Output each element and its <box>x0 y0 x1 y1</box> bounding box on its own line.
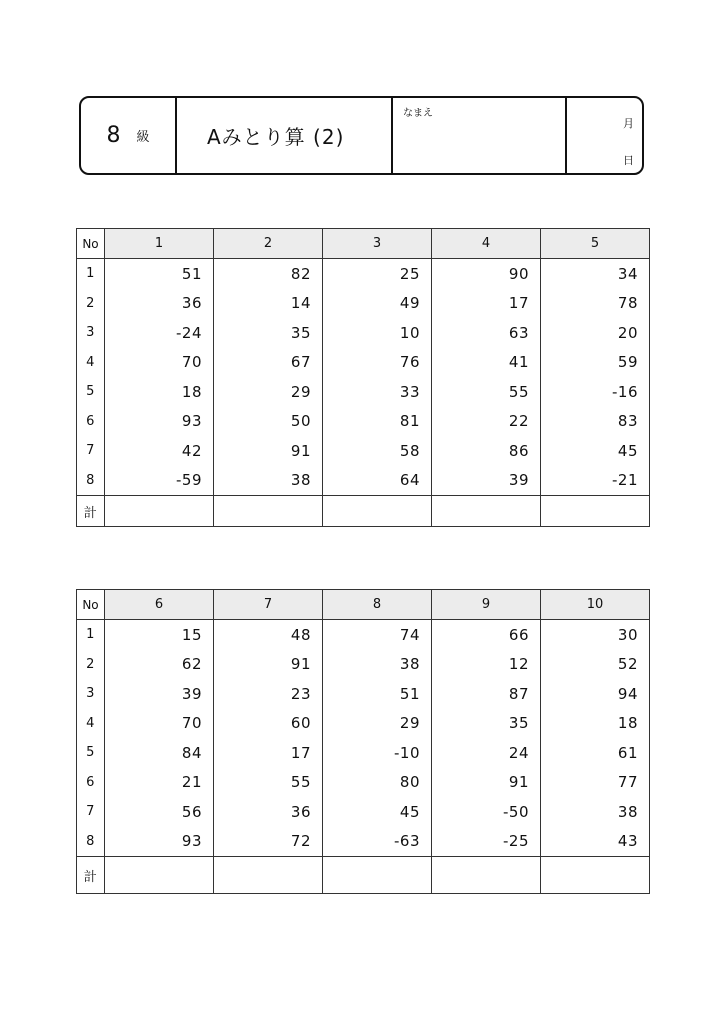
problem-header: 8 <box>323 590 432 620</box>
number-cell: 64 <box>323 466 432 496</box>
answer-cell[interactable] <box>323 857 432 894</box>
number-cell: 39 <box>105 679 214 709</box>
table-row <box>77 436 650 466</box>
number-cell: 86 <box>432 436 541 466</box>
table-row <box>77 289 650 319</box>
number-cell: 21 <box>105 768 214 798</box>
table-row <box>77 738 650 768</box>
number-cell: 29 <box>214 377 323 407</box>
answer-cell[interactable] <box>105 857 214 894</box>
table-row <box>77 650 650 680</box>
row-number: 4 <box>77 348 105 378</box>
number-cell: 14 <box>214 289 323 319</box>
number-cell: -50 <box>432 797 541 827</box>
number-cell: 83 <box>541 407 650 437</box>
table-row <box>77 768 650 798</box>
problem-table-2 <box>76 589 650 894</box>
number-cell: 43 <box>541 827 650 857</box>
number-cell: 33 <box>323 377 432 407</box>
problem-header: 5 <box>541 229 650 259</box>
number-cell: 15 <box>105 620 214 650</box>
number-cell: 42 <box>105 436 214 466</box>
answer-cell[interactable] <box>432 496 541 527</box>
table-row <box>77 318 650 348</box>
number-cell: 10 <box>323 318 432 348</box>
number-cell: 81 <box>323 407 432 437</box>
number-cell: 18 <box>541 709 650 739</box>
number-cell: 93 <box>105 827 214 857</box>
number-cell: 51 <box>323 679 432 709</box>
no-header: No <box>77 229 105 259</box>
number-cell: 20 <box>541 318 650 348</box>
problem-header: 10 <box>541 590 650 620</box>
day-label: 日 <box>623 154 634 167</box>
number-cell: 94 <box>541 679 650 709</box>
table-row <box>77 377 650 407</box>
number-cell: 35 <box>214 318 323 348</box>
number-cell: 30 <box>541 620 650 650</box>
total-row <box>77 857 650 894</box>
total-label: 計 <box>77 857 105 894</box>
answer-cell[interactable] <box>432 857 541 894</box>
number-cell: 36 <box>105 289 214 319</box>
table-row <box>77 466 650 496</box>
number-cell: 24 <box>432 738 541 768</box>
number-cell: 18 <box>105 377 214 407</box>
number-cell: 63 <box>432 318 541 348</box>
number-cell: 91 <box>214 650 323 680</box>
number-cell: 17 <box>432 289 541 319</box>
table-row <box>77 679 650 709</box>
number-cell: -63 <box>323 827 432 857</box>
answer-cell[interactable] <box>105 496 214 527</box>
number-cell: 70 <box>105 348 214 378</box>
problem-header: 2 <box>214 229 323 259</box>
row-number: 6 <box>77 407 105 437</box>
number-cell: 39 <box>432 466 541 496</box>
table-row <box>77 797 650 827</box>
number-cell: 38 <box>323 650 432 680</box>
table-row <box>77 407 650 437</box>
number-cell: -25 <box>432 827 541 857</box>
number-cell: 17 <box>214 738 323 768</box>
row-number: 5 <box>77 377 105 407</box>
row-number: 7 <box>77 797 105 827</box>
name-field[interactable] <box>391 98 565 173</box>
table-row <box>77 827 650 857</box>
grade-number: 8 <box>106 123 121 148</box>
title-cell <box>175 98 391 173</box>
number-cell: 49 <box>323 289 432 319</box>
month-label: 月 <box>623 117 634 130</box>
number-cell: 80 <box>323 768 432 798</box>
number-cell: 38 <box>541 797 650 827</box>
table-row <box>77 709 650 739</box>
number-cell: 61 <box>541 738 650 768</box>
number-cell: 67 <box>214 348 323 378</box>
problem-header: 4 <box>432 229 541 259</box>
number-cell: 41 <box>432 348 541 378</box>
problem-table-1 <box>76 228 650 527</box>
number-cell: 51 <box>105 259 214 289</box>
problem-header: 9 <box>432 590 541 620</box>
table-row <box>77 259 650 289</box>
number-cell: 90 <box>432 259 541 289</box>
row-number: 6 <box>77 768 105 798</box>
problem-header: 3 <box>323 229 432 259</box>
number-cell: 58 <box>323 436 432 466</box>
number-cell: 72 <box>214 827 323 857</box>
number-cell: 38 <box>214 466 323 496</box>
problem-header: 6 <box>105 590 214 620</box>
number-cell: -10 <box>323 738 432 768</box>
number-cell: -59 <box>105 466 214 496</box>
grade-cell <box>81 98 175 173</box>
row-number: 2 <box>77 289 105 319</box>
table-header-row <box>77 590 650 620</box>
problem-header: 7 <box>214 590 323 620</box>
row-number: 8 <box>77 466 105 496</box>
table-header-row <box>77 229 650 259</box>
row-number: 8 <box>77 827 105 857</box>
number-cell: 52 <box>541 650 650 680</box>
number-cell: 48 <box>214 620 323 650</box>
number-cell: 55 <box>214 768 323 798</box>
number-cell: 23 <box>214 679 323 709</box>
number-cell: 45 <box>541 436 650 466</box>
table-row <box>77 620 650 650</box>
number-cell: 35 <box>432 709 541 739</box>
number-cell: 25 <box>323 259 432 289</box>
answer-cell[interactable] <box>541 857 650 894</box>
worksheet-title: Aみとり算 (2) <box>207 125 345 149</box>
grade-unit: 級 <box>136 130 150 145</box>
row-number: 7 <box>77 436 105 466</box>
answer-cell[interactable] <box>323 496 432 527</box>
row-number: 1 <box>77 620 105 650</box>
total-label: 計 <box>77 496 105 527</box>
number-cell: 50 <box>214 407 323 437</box>
number-cell: 29 <box>323 709 432 739</box>
table-row <box>77 348 650 378</box>
number-cell: 59 <box>541 348 650 378</box>
problem-header: 1 <box>105 229 214 259</box>
date-field[interactable] <box>565 98 642 173</box>
name-label: なまえ <box>403 108 433 119</box>
number-cell: -16 <box>541 377 650 407</box>
number-cell: 22 <box>432 407 541 437</box>
number-cell: -24 <box>105 318 214 348</box>
number-cell: 82 <box>214 259 323 289</box>
number-cell: 12 <box>432 650 541 680</box>
number-cell: 36 <box>214 797 323 827</box>
row-number: 3 <box>77 318 105 348</box>
number-cell: 66 <box>432 620 541 650</box>
number-cell: 76 <box>323 348 432 378</box>
worksheet-header <box>79 96 644 175</box>
number-cell: 62 <box>105 650 214 680</box>
number-cell: 87 <box>432 679 541 709</box>
number-cell: 34 <box>541 259 650 289</box>
number-cell: -21 <box>541 466 650 496</box>
number-cell: 84 <box>105 738 214 768</box>
number-cell: 70 <box>105 709 214 739</box>
row-number: 1 <box>77 259 105 289</box>
row-number: 4 <box>77 709 105 739</box>
number-cell: 55 <box>432 377 541 407</box>
answer-cell[interactable] <box>214 857 323 894</box>
number-cell: 93 <box>105 407 214 437</box>
number-cell: 78 <box>541 289 650 319</box>
row-number: 2 <box>77 650 105 680</box>
row-number: 5 <box>77 738 105 768</box>
number-cell: 56 <box>105 797 214 827</box>
number-cell: 77 <box>541 768 650 798</box>
number-cell: 45 <box>323 797 432 827</box>
row-number: 3 <box>77 679 105 709</box>
number-cell: 74 <box>323 620 432 650</box>
answer-cell[interactable] <box>214 496 323 527</box>
total-row <box>77 496 650 527</box>
no-header: No <box>77 590 105 620</box>
answer-cell[interactable] <box>541 496 650 527</box>
number-cell: 60 <box>214 709 323 739</box>
number-cell: 91 <box>214 436 323 466</box>
number-cell: 91 <box>432 768 541 798</box>
